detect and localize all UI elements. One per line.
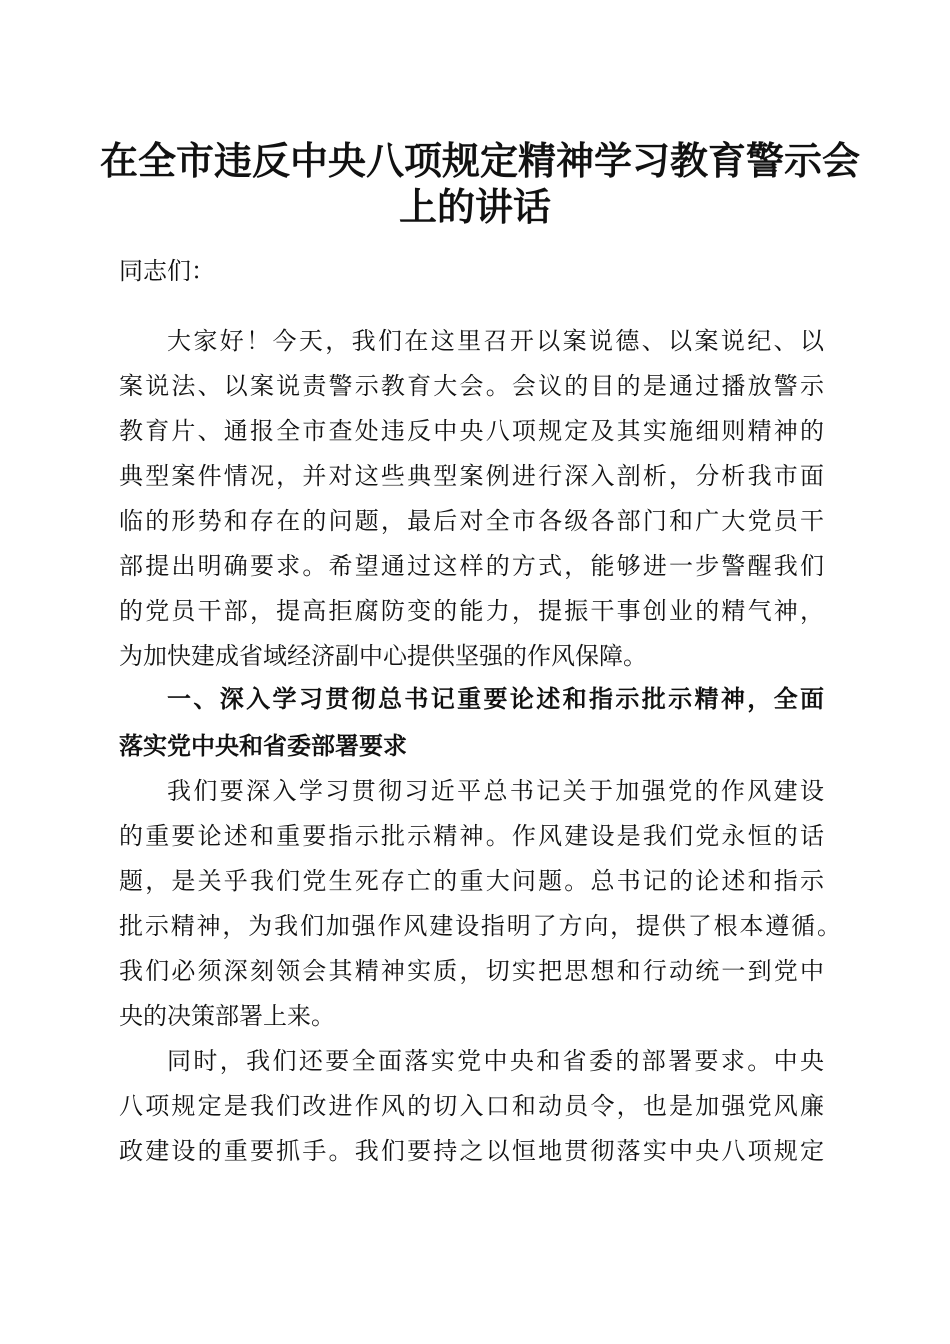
section-1-para-1-line-3: 题，是关乎我们党生死存亡的重大问题。总书记的论述和指示 — [119, 867, 824, 895]
section-1-para-1-line-5: 我们必须深刻领会其精神实质，切实把思想和行动统一到党中 — [119, 957, 824, 985]
intro-line-3: 教育片、通报全市查处违反中央八项规定及其实施细则精神的 — [119, 417, 824, 445]
section-1-para-1-line-1: 我们要深入学习贯彻习近平总书记关于加强党的作风建设 — [167, 777, 824, 805]
section-1-para-2-line-3: 政建设的重要抓手。我们要持之以恒地贯彻落实中央八项规定 — [119, 1137, 824, 1165]
section-1-para-2-line-2: 八项规定是我们改进作风的切入口和动员令，也是加强党风廉 — [119, 1092, 824, 1120]
intro-line-1: 大家好！今天，我们在这里召开以案说德、以案说纪、以 — [167, 327, 824, 355]
section-1-heading-line-1: 一、深入学习贯彻总书记重要论述和指示批示精神，全面 — [167, 685, 824, 713]
salutation: 同志们： — [119, 257, 215, 285]
intro-line-6: 部提出明确要求。希望通过这样的方式，能够进一步警醒我们 — [119, 552, 824, 580]
section-1-para-2-line-1: 同时，我们还要全面落实党中央和省委的部署要求。中央 — [167, 1047, 824, 1075]
section-1-para-1-line-6: 央的决策部署上来。 — [119, 1002, 335, 1030]
intro-line-4: 典型案件情况，并对这些典型案例进行深入剖析，分析我市面 — [119, 462, 824, 490]
intro-line-2: 案说法、以案说责警示教育大会。会议的目的是通过播放警示 — [119, 372, 824, 400]
intro-line-8: 为加快建成省域经济副中心提供坚强的作风保障。 — [119, 642, 647, 670]
document-title-line-1: 在全市违反中央八项规定精神学习教育警示会 — [100, 138, 861, 183]
intro-line-7: 的党员干部，提高拒腐防变的能力，提振干事创业的精气神， — [119, 597, 824, 625]
intro-line-5: 临的形势和存在的问题，最后对全市各级各部门和广大党员干 — [119, 507, 824, 535]
document-title-line-2: 上的讲话 — [398, 184, 551, 229]
section-1-para-1-line-4: 批示精神，为我们加强作风建设指明了方向，提供了根本遵循。 — [119, 912, 841, 940]
section-1-para-1-line-2: 的重要论述和重要指示批示精神。作风建设是我们党永恒的话 — [119, 822, 824, 850]
section-1-heading-line-2: 落实党中央和省委部署要求 — [119, 732, 407, 760]
